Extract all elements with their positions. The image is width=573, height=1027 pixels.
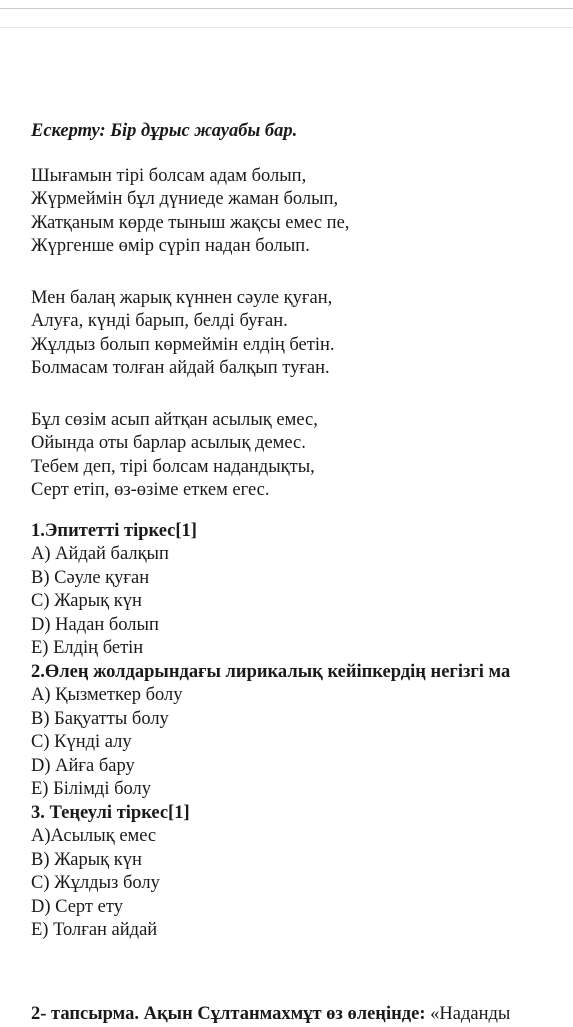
answer-option: B) Сәуле қуған — [31, 567, 150, 588]
answer-option: B) Бақуатты болу — [31, 708, 169, 729]
task-quote: «Наданды — [425, 1004, 511, 1024]
poem-line: Серт етіп, өз-өзіме еткем егес. — [31, 480, 270, 500]
task-label: 2- тапсырма. Ақын Сұлтанмахмұт өз өлеңінде: — [31, 1004, 426, 1024]
poem-stanza-1 — [31, 165, 573, 259]
answer-option: D) Айға бару — [31, 755, 135, 776]
answer-option: A) Қызметкер болу — [31, 685, 183, 705]
answer-option: E) Елдің бетін — [31, 638, 144, 658]
poem-line: Алуға, күнді барып, белді буған. — [31, 311, 288, 331]
instruction-note: Ескерту: Бір дұрыс жауабы бар. — [31, 121, 298, 141]
poem-line: Болмасам толған айдай балқып туған. — [31, 358, 330, 378]
answer-option: A)Асылық емес — [31, 826, 157, 846]
question-1 — [31, 520, 573, 661]
answer-option: E) Білімді болу — [31, 779, 152, 799]
poem-line: Жатқаным көрде тыныш жақсы емес пе, — [31, 212, 350, 233]
poem-line: Жүрмеймін бұл дүниеде жаман болып, — [31, 189, 339, 209]
window-top-edge — [0, 0, 573, 9]
toolbar-divider — [0, 27, 573, 28]
answer-option: E) Толған айдай — [31, 920, 158, 940]
poem-line: Бұл сөзім асып айтқан асылық емес, — [31, 409, 318, 430]
question-2 — [31, 661, 573, 802]
poem-line: Ойында оты барлар асылық демес. — [31, 433, 306, 453]
question-title: 3. Теңеулі тіркес[1] — [31, 802, 190, 823]
poem-line: Тебем деп, тірі болсам надандықты, — [31, 456, 315, 477]
poem-line: Шығамын тірі болсам адам болып, — [31, 165, 307, 186]
poem-line: Жұлдыз болып көрмеймін елдің бетін. — [31, 334, 335, 355]
poem-stanza-2 — [31, 287, 573, 381]
answer-option: C) Күнді алу — [31, 732, 132, 752]
poem-line: Жүргенше өмір сүріп надан болып. — [31, 236, 310, 256]
answer-option: D) Надан болып — [31, 614, 159, 635]
answer-option: D) Серт ету — [31, 896, 123, 917]
question-title: 1.Эпитетті тіркес[1] — [31, 520, 197, 541]
question-title: 2.Өлең жолдарындағы лирикалық кейіпкердің негізгі ма — [31, 661, 511, 682]
answer-option: C) Жұлдыз болу — [31, 873, 160, 893]
answer-option: B) Жарық күн — [31, 849, 142, 870]
poem-stanza-3 — [31, 409, 573, 503]
answer-option: A) Айдай балқып — [31, 544, 169, 564]
answer-option: C) Жарық күн — [31, 591, 142, 611]
question-3 — [31, 802, 573, 943]
document-page — [31, 120, 573, 943]
poem-line: Мен балаң жарық күннен сәуле қуған, — [31, 287, 333, 308]
task-2-heading — [31, 1003, 510, 1027]
